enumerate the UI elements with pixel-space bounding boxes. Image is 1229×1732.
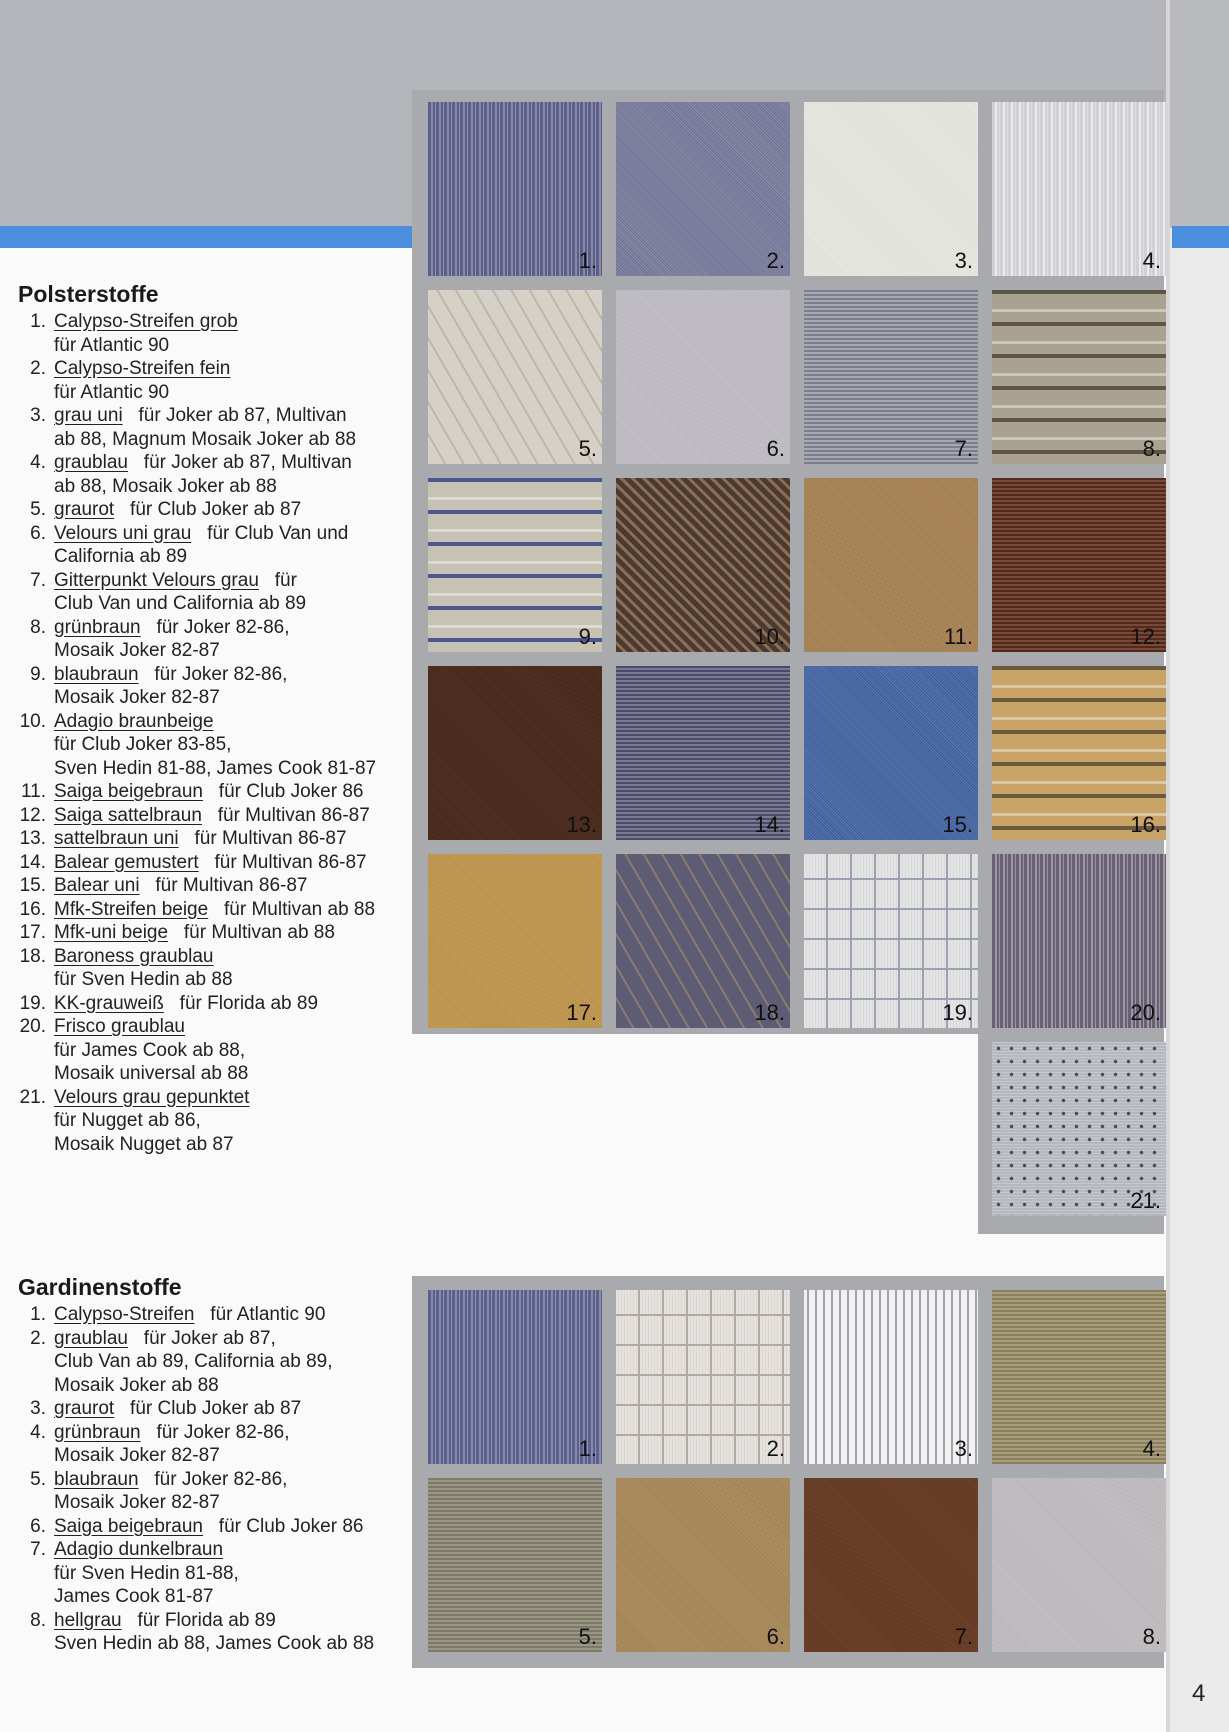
fabric-name: hellgrau xyxy=(54,1609,122,1631)
swatch-number: 19. xyxy=(942,1000,973,1025)
swatch-number: 7. xyxy=(954,1624,973,1649)
gardinen-title: Gardinenstoffe xyxy=(18,1274,182,1300)
swatch-number: 12. xyxy=(1130,624,1161,649)
fabric-model-line: Mosaik Nugget ab 87 xyxy=(54,1133,234,1155)
swatch-number: 3. xyxy=(954,1436,973,1461)
item-number: 19. xyxy=(19,992,46,1014)
polster-list-item xyxy=(18,827,418,851)
item-number: 5. xyxy=(30,1468,46,1490)
polster-list-item xyxy=(18,498,418,522)
polster-list-item xyxy=(18,616,418,663)
fabric-name: Saiga sattelbraun xyxy=(54,804,202,826)
swatch-number: 15. xyxy=(942,812,973,837)
fabric-model: für Joker 82-86, xyxy=(138,663,288,685)
fabric-model: für Multivan 86-87 xyxy=(201,804,370,826)
item-number: 10. xyxy=(19,710,46,732)
fabric-name: Mfk-uni beige xyxy=(54,922,169,943)
fabric-name: Calypso-Streifen fein xyxy=(54,358,231,379)
polster-list-item xyxy=(18,780,418,804)
swatch-number: 8. xyxy=(1142,1624,1161,1649)
fabric-model: für Multivan 86-87 xyxy=(178,828,347,849)
fabric-name: Saiga beigebraun xyxy=(54,1515,203,1537)
polster-list-item xyxy=(18,851,418,875)
polster-list xyxy=(18,310,418,1156)
fabric-model: für Florida ab 89 xyxy=(163,992,319,1014)
fabric-model-line: Club Van ab 89, California ab 89, xyxy=(54,1351,333,1372)
swatch-number: 1. xyxy=(578,248,597,273)
fabric-name: Adagio dunkelbraun xyxy=(54,1539,224,1560)
right-page-strip xyxy=(1170,0,1229,1732)
polster-list-item xyxy=(18,898,418,922)
fabric-name: Velours uni grau xyxy=(54,522,192,544)
item-number: 4. xyxy=(30,452,46,473)
fabric-name: Saiga beigebraun xyxy=(54,781,203,802)
polster-list-item xyxy=(18,992,418,1016)
polster-list-item xyxy=(18,804,418,828)
swatch-number: 16. xyxy=(1130,812,1161,837)
fabric-model-line: für Atlantic 90 xyxy=(54,381,170,403)
fabric-model-line: Mosaik Joker 82-87 xyxy=(54,687,220,708)
polster-title: Polsterstoffe xyxy=(18,281,159,307)
fabric-swatch xyxy=(428,666,602,840)
fabric-swatch xyxy=(616,854,790,1028)
fabric-swatch xyxy=(616,290,790,464)
fabric-model: für Florida ab 89 xyxy=(121,1609,276,1631)
fabric-model: für Club Joker ab 87 xyxy=(114,1398,302,1419)
swatch-number: 17. xyxy=(566,1000,597,1025)
fabric-model-line: ab 88, Mosaik Joker ab 88 xyxy=(54,475,277,497)
fabric-model-line: für Atlantic 90 xyxy=(54,334,170,356)
fabric-swatch xyxy=(804,290,978,464)
polster-list-item xyxy=(18,874,418,898)
swatch-number: 14. xyxy=(754,812,785,837)
polster-list-item xyxy=(18,1086,418,1157)
fabric-swatch xyxy=(428,1478,602,1652)
fabric-name: Frisco graublau xyxy=(54,1016,185,1037)
swatch-number: 6. xyxy=(766,1624,785,1649)
fabric-name: KK-grauweiß xyxy=(54,992,164,1014)
item-number: 7. xyxy=(30,569,46,591)
swatch-number: 5. xyxy=(578,1624,597,1649)
fabric-swatch xyxy=(992,1290,1166,1464)
swatch-number: 4. xyxy=(1142,1436,1161,1461)
fabric-name: sattelbraun uni xyxy=(54,828,179,849)
fabric-name: graurot xyxy=(54,1398,115,1419)
fabric-name: Balear gemustert xyxy=(54,851,199,873)
blue-accent-bar-right xyxy=(1172,226,1229,248)
fabric-swatch xyxy=(992,1478,1166,1652)
swatch-number: 9. xyxy=(578,624,597,649)
fabric-model-line: Mosaik Joker 82-87 xyxy=(54,1445,220,1466)
polster-list-item xyxy=(18,569,418,616)
fabric-model: für xyxy=(258,569,297,591)
fabric-swatch xyxy=(616,478,790,652)
item-number: 8. xyxy=(30,1609,46,1631)
polster-list-item xyxy=(18,945,418,992)
fabric-model-line: Mosaik Joker ab 88 xyxy=(54,1374,219,1396)
polster-list-item xyxy=(18,522,418,569)
swatch-number: 7. xyxy=(954,436,973,461)
fabric-model: für Club Joker 86 xyxy=(202,1515,364,1537)
fabric-name: blaubraun xyxy=(54,663,139,685)
fabric-model: für Joker ab 87, xyxy=(127,1327,276,1349)
fabric-model: für Multivan 86-87 xyxy=(198,851,367,873)
fabric-model: für Multivan 86-87 xyxy=(139,875,308,896)
polster-section xyxy=(18,281,418,1156)
fabric-model-line: Sven Hedin 81-88, James Cook 81-87 xyxy=(54,757,377,779)
swatch-number: 10. xyxy=(754,624,785,649)
gardinen-section xyxy=(18,1274,418,1656)
fabric-swatch xyxy=(992,854,1166,1028)
item-number: 9. xyxy=(30,663,46,685)
page-spine xyxy=(1166,0,1170,1732)
polster-list-item xyxy=(18,310,418,357)
swatch-number: 21. xyxy=(1130,1188,1161,1213)
fabric-name: Baroness graublau xyxy=(54,945,214,967)
fabric-swatch xyxy=(992,290,1166,464)
fabric-swatch xyxy=(616,1290,790,1464)
gardinen-list-item xyxy=(18,1609,418,1656)
fabric-name: graurot xyxy=(54,499,115,520)
fabric-swatch xyxy=(992,102,1166,276)
gardinen-list xyxy=(18,1303,418,1656)
item-number: 11. xyxy=(20,781,46,802)
swatch-number: 11. xyxy=(944,624,973,649)
item-number: 14. xyxy=(19,851,46,873)
item-number: 3. xyxy=(30,1398,46,1419)
item-number: 17. xyxy=(19,922,46,943)
item-number: 8. xyxy=(30,616,46,638)
fabric-name: blaubraun xyxy=(54,1468,139,1490)
fabric-model: für Multivan ab 88 xyxy=(208,898,376,920)
fabric-swatch xyxy=(616,666,790,840)
fabric-name: grünbraun xyxy=(54,1421,141,1443)
fabric-model-line: für Nugget ab 86, xyxy=(54,1110,201,1131)
fabric-name: Balear uni xyxy=(54,875,140,896)
item-number: 6. xyxy=(30,1515,46,1537)
fabric-swatch xyxy=(428,478,602,652)
fabric-model-line: für Sven Hedin 81-88, xyxy=(54,1562,239,1584)
gardinen-list-item xyxy=(18,1538,418,1609)
gardinen-list-item xyxy=(18,1397,418,1421)
fabric-name: Mfk-Streifen beige xyxy=(54,898,209,920)
polster-list-item xyxy=(18,451,418,498)
polster-list-item xyxy=(18,357,418,404)
fabric-swatch xyxy=(804,666,978,840)
fabric-swatch xyxy=(804,102,978,276)
fabric-swatch xyxy=(992,1042,1166,1216)
gardinen-list-item xyxy=(18,1515,418,1539)
item-number: 20. xyxy=(19,1016,46,1037)
item-number: 12. xyxy=(19,804,46,826)
polster-list-item xyxy=(18,663,418,710)
item-number: 3. xyxy=(30,405,46,426)
item-number: 6. xyxy=(30,522,46,544)
polster-list-item xyxy=(18,1015,418,1086)
fabric-swatch xyxy=(428,102,602,276)
fabric-model: für Joker ab 87, Multivan xyxy=(122,405,347,426)
swatch-number: 13. xyxy=(566,812,597,837)
fabric-model: für Multivan ab 88 xyxy=(168,922,335,943)
fabric-name: Adagio braunbeige xyxy=(54,710,214,732)
fabric-swatch xyxy=(428,290,602,464)
fabric-swatch xyxy=(804,478,978,652)
swatch-number: 2. xyxy=(766,248,785,273)
fabric-name: grünbraun xyxy=(54,616,141,638)
fabric-swatch xyxy=(428,1290,602,1464)
swatch-number: 1. xyxy=(578,1436,597,1461)
fabric-name: graublau xyxy=(54,1327,128,1349)
gardinen-list-item xyxy=(18,1421,418,1468)
fabric-swatch xyxy=(992,478,1166,652)
blue-accent-bar xyxy=(0,226,413,248)
item-number: 16. xyxy=(19,898,46,920)
fabric-model: für Joker ab 87, Multivan xyxy=(127,452,352,473)
fabric-model: für Atlantic 90 xyxy=(194,1304,326,1325)
fabric-model: für Club Joker 86 xyxy=(202,781,364,802)
swatch-number: 4. xyxy=(1142,248,1161,273)
fabric-model-line: für Club Joker 83-85, xyxy=(54,734,232,755)
fabric-swatch xyxy=(992,666,1166,840)
item-number: 21. xyxy=(19,1086,46,1108)
fabric-model: für Club Van und xyxy=(191,522,349,544)
item-number: 15. xyxy=(19,875,46,896)
fabric-name: Calypso-Streifen xyxy=(54,1304,195,1325)
fabric-model-line: Mosaik Joker 82-87 xyxy=(54,640,220,661)
item-number: 2. xyxy=(30,1327,46,1349)
fabric-swatch xyxy=(804,1478,978,1652)
item-number: 13. xyxy=(19,828,46,849)
swatch-number: 5. xyxy=(578,436,597,461)
swatch-number: 3. xyxy=(954,248,973,273)
fabric-model-line: Mosaik universal ab 88 xyxy=(54,1063,249,1084)
right-page-strip-top xyxy=(1170,0,1229,228)
fabric-model-line: California ab 89 xyxy=(54,546,188,567)
fabric-swatch xyxy=(804,854,978,1028)
item-number: 1. xyxy=(30,311,46,332)
fabric-name: grau uni xyxy=(54,405,123,426)
fabric-model-line: Mosaik Joker 82-87 xyxy=(54,1492,220,1513)
swatch-number: 6. xyxy=(766,436,785,461)
fabric-model: für Joker 82-86, xyxy=(140,616,290,638)
swatch-number: 20. xyxy=(1130,1000,1161,1025)
gardinen-list-item xyxy=(18,1303,418,1327)
fabric-model-line: für Sven Hedin ab 88 xyxy=(54,969,233,990)
fabric-model: für Club Joker ab 87 xyxy=(114,499,302,520)
gardinen-list-item xyxy=(18,1327,418,1398)
fabric-swatch xyxy=(428,854,602,1028)
fabric-name: graublau xyxy=(54,452,128,473)
fabric-swatch xyxy=(616,102,790,276)
fabric-model-line: James Cook 81-87 xyxy=(54,1586,214,1607)
polster-list-item xyxy=(18,921,418,945)
polster-list-item xyxy=(18,404,418,451)
fabric-swatch xyxy=(616,1478,790,1652)
item-number: 2. xyxy=(30,358,46,379)
item-number: 4. xyxy=(30,1421,46,1443)
gardinen-list-item xyxy=(18,1468,418,1515)
item-number: 7. xyxy=(30,1539,46,1560)
item-number: 18. xyxy=(19,945,46,967)
fabric-model-line: ab 88, Magnum Mosaik Joker ab 88 xyxy=(54,428,357,450)
swatch-number: 18. xyxy=(754,1000,785,1025)
fabric-name: Gitterpunkt Velours grau xyxy=(54,569,259,591)
swatch-number: 2. xyxy=(766,1436,785,1461)
swatch-number: 8. xyxy=(1142,436,1161,461)
fabric-name: Calypso-Streifen grob xyxy=(54,311,238,332)
fabric-swatch xyxy=(804,1290,978,1464)
polster-list-item xyxy=(18,710,418,781)
page-number: 4 xyxy=(1192,1680,1206,1707)
item-number: 5. xyxy=(30,499,46,520)
fabric-name: Velours grau gepunktet xyxy=(54,1086,250,1108)
fabric-model: für Joker 82-86, xyxy=(140,1421,290,1443)
fabric-model-line: für James Cook ab 88, xyxy=(54,1039,246,1061)
fabric-model-line: Sven Hedin ab 88, James Cook ab 88 xyxy=(54,1633,375,1654)
item-number: 1. xyxy=(30,1304,46,1325)
fabric-model-line: Club Van und California ab 89 xyxy=(54,593,307,614)
fabric-model: für Joker 82-86, xyxy=(138,1468,288,1490)
